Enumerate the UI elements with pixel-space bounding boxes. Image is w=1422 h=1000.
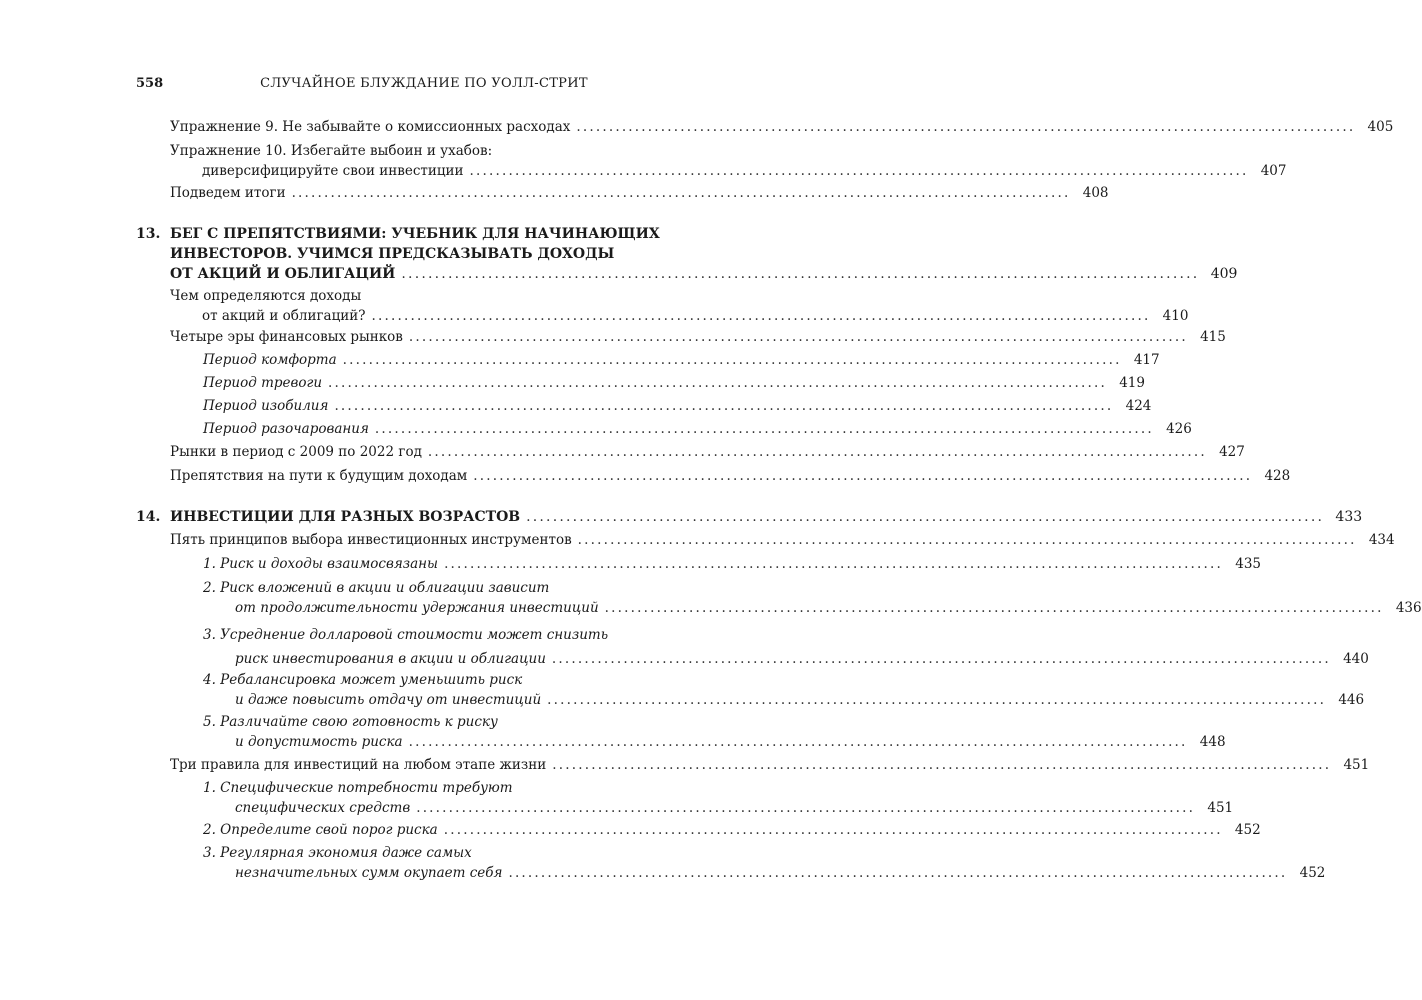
toc-entry[interactable]: Пять принципов выбора инвестиционных инструментов ........................................................................................................................ 434 (170, 532, 1395, 548)
running-title: СЛУЧАЙНОЕ БЛУЖДАНИЕ ПО УОЛЛ-СТРИТ (260, 76, 588, 91)
toc-subentry[interactable]: 3. Усреднение долларовой стоимости может снизить риск инвестирования в акции и облигации ........................................................................................................................ 440 (203, 627, 1369, 667)
toc-entry[interactable]: Упражнение 9. Не забывайте о комиссионных расходах ........................................................................................................................ 405 (170, 119, 1394, 135)
leader-dots: ........................................................................................................................ (444, 556, 1224, 572)
leader-dots: ........................................................................................................................ (551, 651, 1331, 667)
toc-chapter-entry[interactable]: ИНВЕСТИЦИИ ДЛЯ РАЗНЫХ ВОЗРАСТОВ ........................................................................................................................ 433 (170, 509, 1363, 525)
toc-subentry[interactable]: 2. Определите свой порог риска ........................................................................................................................ 452 (203, 822, 1261, 838)
leader-dots: ........................................................................................................................ (443, 822, 1223, 838)
toc-page-number: 415 (1200, 329, 1226, 345)
leader-dots: ........................................................................................................................ (577, 532, 1357, 548)
leader-dots: ........................................................................................................................ (427, 444, 1207, 460)
toc-entry[interactable]: Четыре эры финансовых рынков ........................................................................................................................ 415 (170, 329, 1226, 345)
leader-dots: ........................................................................................................................ (604, 600, 1384, 616)
leader-dots: ........................................................................................................................ (374, 421, 1154, 437)
toc-subentry[interactable]: 1. Риск и доходы взаимосвязаны ........................................................................................................................ 435 (203, 556, 1262, 572)
toc-page-number: 426 (1166, 421, 1192, 437)
toc-page-number: 436 (1395, 600, 1422, 616)
toc-page-number: 452 (1299, 865, 1326, 881)
toc-page-number: 405 (1367, 119, 1394, 135)
leader-dots: ........................................................................................................................ (416, 800, 1196, 816)
toc-page-number: 451 (1207, 800, 1234, 816)
leader-dots: ........................................................................................................................ (552, 757, 1332, 773)
toc-subentry[interactable]: 3. Регулярная экономия даже самых незначительных сумм окупает себя ........................................................................................................................ 452 (203, 845, 1326, 881)
leader-dots: ........................................................................................................................ (547, 692, 1327, 708)
leader-dots: ........................................................................................................................ (508, 865, 1288, 881)
toc-entry[interactable]: Упражнение 10. Избегайте выбоин и ухабов: диверсифицируйте свои инвестиции ........................................................................................................................ 407 (170, 143, 1287, 179)
leader-dots: ........................................................................................................................ (334, 398, 1114, 414)
toc-subentry[interactable]: 4. Ребалансировка может уменьшить риск и даже повысить отдачу от инвестиций ........................................................................................................................ 446 (203, 672, 1365, 708)
toc-page-number: 448 (1199, 734, 1226, 750)
toc-page-number: 409 (1210, 266, 1238, 282)
chapter-number: 14. (136, 509, 161, 525)
toc-entry[interactable]: Подведем итоги ........................................................................................................................ 408 (170, 185, 1109, 201)
leader-dots: ........................................................................................................................ (408, 734, 1188, 750)
leader-dots: ........................................................................................................................ (473, 468, 1253, 484)
toc-subentry[interactable]: Период разочарования ........................................................................................................................ 426 (203, 421, 1192, 437)
toc-page-number: 428 (1264, 468, 1291, 484)
toc-entry[interactable]: Чем определяются доходы от акций и облигаций? ........................................................................................................................ 410 (170, 288, 1189, 324)
toc-page-number: 407 (1260, 163, 1287, 179)
toc-page-number: 452 (1234, 822, 1261, 838)
toc-entry[interactable]: Рынки в период с 2009 по 2022 год ........................................................................................................................ 427 (170, 444, 1245, 460)
toc-subentry[interactable]: 1. Специфические потребности требуют специфических средств ........................................................................................................................ 451 (203, 780, 1234, 816)
leader-dots: ........................................................................................................................ (576, 119, 1356, 135)
toc-page-number: 433 (1335, 509, 1363, 525)
leader-dots: ........................................................................................................................ (526, 509, 1325, 525)
leader-dots: ........................................................................................................................ (401, 266, 1200, 282)
toc-subentry[interactable]: 2. Риск вложений в акции и облигации зависит от продолжительности удержания инвестиций ........................................................................................................................ 436 (203, 580, 1422, 616)
toc-page-number: 424 (1125, 398, 1152, 414)
toc-subentry[interactable]: Период комфорта ........................................................................................................................ 417 (203, 352, 1160, 368)
toc-page-number: 410 (1162, 308, 1189, 324)
toc-entry[interactable]: Три правила для инвестиций на любом этапе жизни ........................................................................................................................ 451 (170, 757, 1370, 773)
leader-dots: ........................................................................................................................ (408, 329, 1188, 345)
leader-dots: ........................................................................................................................ (342, 352, 1122, 368)
page-header (136, 76, 712, 96)
toc-page-number: 434 (1368, 532, 1395, 548)
leader-dots: ........................................................................................................................ (291, 185, 1071, 201)
leader-dots: ........................................................................................................................ (469, 163, 1249, 179)
toc-page-number: 440 (1343, 651, 1369, 667)
toc-page-number: 446 (1338, 692, 1365, 708)
toc-chapter-entry[interactable]: БЕГ С ПРЕПЯТСТВИЯМИ: УЧЕБНИК ДЛЯ НАЧИНАЮЩИХ ИНВЕСТОРОВ. УЧИМСЯ ПРЕДСКАЗЫВАТЬ ДОХОДЫ ОТ АКЦИЙ И ОБЛИГАЦИЙ ........................................................................................................................ 409 (170, 226, 1238, 282)
toc-page-number: 451 (1343, 757, 1370, 773)
page-number: 558 (136, 76, 164, 91)
toc-page-number: 427 (1219, 444, 1245, 460)
toc-subentry[interactable]: 5. Различайте свою готовность к риску и допустимость риска ........................................................................................................................ 448 (203, 714, 1226, 750)
toc-subentry[interactable]: Период тревоги ........................................................................................................................ 419 (203, 375, 1145, 391)
leader-dots: ........................................................................................................................ (371, 308, 1151, 324)
toc-entry[interactable]: Препятствия на пути к будущим доходам ........................................................................................................................ 428 (170, 468, 1291, 484)
toc-page-number: 408 (1082, 185, 1109, 201)
toc-page-number: 417 (1133, 352, 1160, 368)
chapter-number: 13. (136, 226, 161, 242)
toc-subentry[interactable]: Период изобилия ........................................................................................................................ 424 (203, 398, 1152, 414)
toc-page-number: 435 (1235, 556, 1262, 572)
toc-page-number: 419 (1119, 375, 1145, 391)
leader-dots: ........................................................................................................................ (328, 375, 1107, 391)
